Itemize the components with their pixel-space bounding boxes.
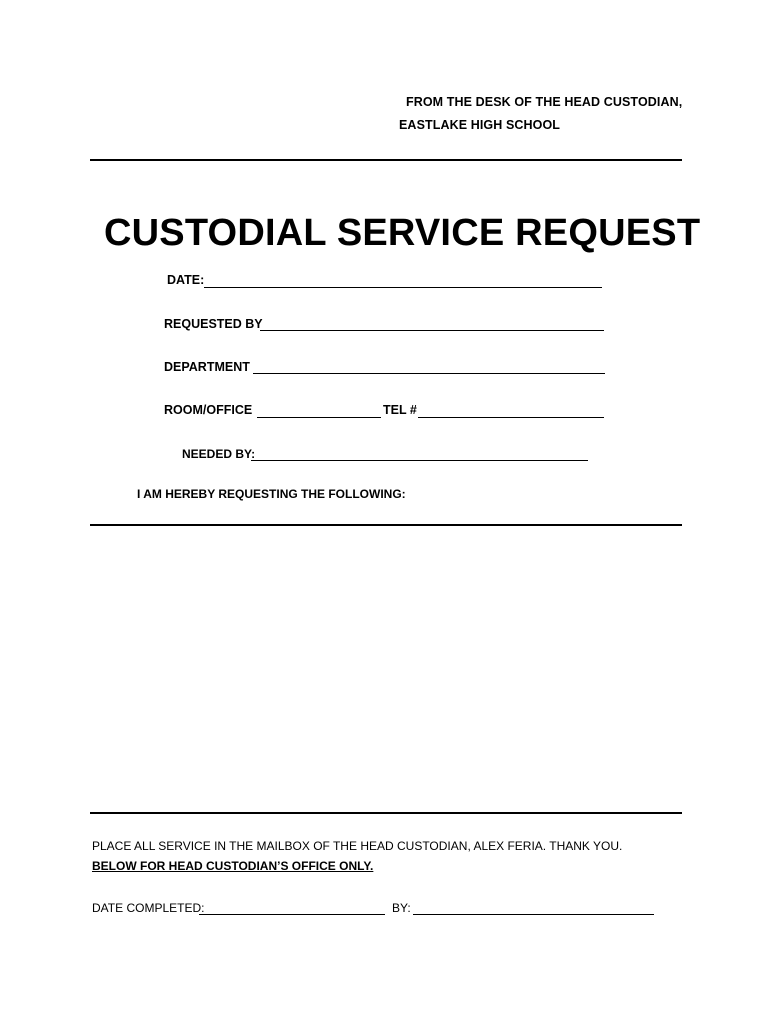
date-completed-label: DATE COMPLETED: [92,901,205,915]
header-divider [90,159,682,161]
date-field[interactable] [204,287,602,288]
request-intro: I AM HEREBY REQUESTING THE FOLLOWING: [137,487,406,501]
request-area-bottom-divider [90,812,682,814]
header-from-desk: FROM THE DESK OF THE HEAD CUSTODIAN, [406,95,683,109]
request-details-area[interactable] [90,527,682,810]
room-office-field[interactable] [257,417,381,418]
room-office-label: ROOM/OFFICE [164,403,253,417]
needed-by-field[interactable] [251,460,588,461]
date-completed-field[interactable] [199,914,385,915]
requested-by-field[interactable] [260,330,604,331]
completed-by-label: BY: [392,901,411,915]
tel-label: TEL # [383,403,417,417]
office-only-notice: BELOW FOR HEAD CUSTODIAN’S OFFICE ONLY. [92,859,374,873]
header-school-name: EASTLAKE HIGH SCHOOL [399,118,561,132]
request-area-top-divider [90,524,682,526]
completed-by-field[interactable] [413,914,654,915]
requested-by-label: REQUESTED BY [164,317,263,331]
form-title: CUSTODIAL SERVICE REQUEST [104,212,701,254]
department-label: DEPARTMENT [164,360,250,374]
department-field[interactable] [253,373,605,374]
needed-by-label: NEEDED BY: [182,447,256,461]
mailbox-instructions: PLACE ALL SERVICE IN THE MAILBOX OF THE HEAD CUSTODIAN, ALEX FERIA. THANK YOU. [92,839,623,853]
date-label: DATE: [167,273,205,287]
tel-field[interactable] [418,417,604,418]
